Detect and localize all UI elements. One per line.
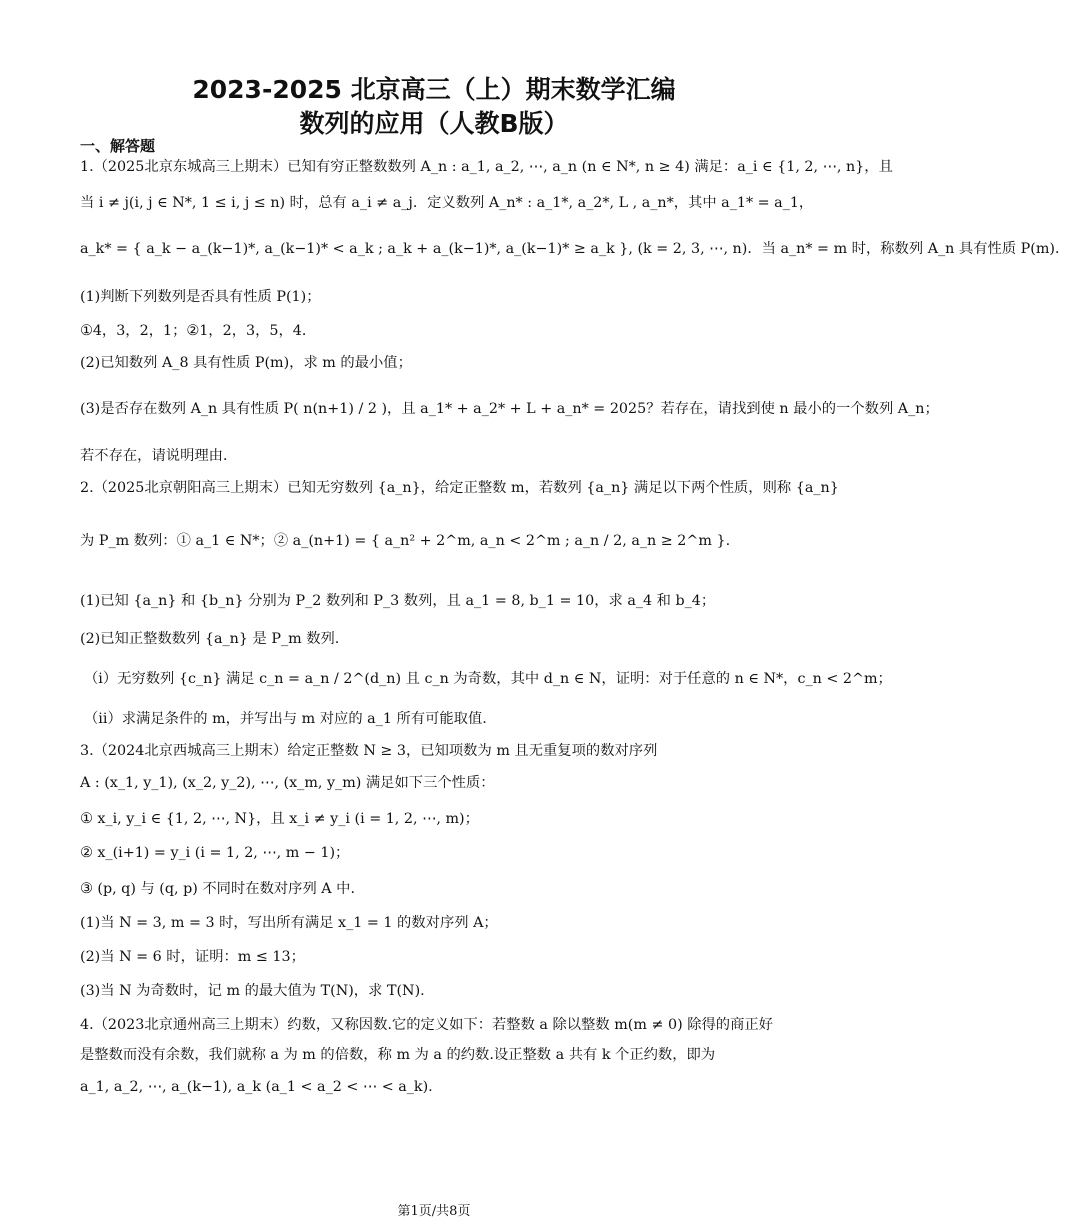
problem-4-line: 是整数而没有余数，我们就称 a 为 m 的倍数，称 m 为 a 的约数.设正整数 a 共有 k 个正约数，即为 — [80, 1047, 716, 1063]
problem-3-line: 3.（2024北京西城高三上期末）给定正整数 N ≥ 3，已知项数为 m 且无重复项的数对序列 — [80, 743, 658, 759]
problem-2-line: (2)已知正整数数列 {a_n} 是 P_m 数列. — [80, 631, 340, 647]
problem-1-line: a_k* = { a_k − a_(k−1)*, a_(k−1)* < a_k ; a_k + a_(k−1)*, a_(k−1)* ≥ a_k }, (k = 2, 3, ⋯, n)．当 a_n* = m 时，称数列 A_n 具有性质 P(m)． — [80, 241, 1069, 257]
problem-1-line: 若不存在，请说明理由． — [80, 448, 238, 464]
problem-2-line: 2.（2025北京朝阳高三上期末）已知无穷数列 {a_n}，给定正整数 m，若数列 {a_n} 满足以下两个性质，则称 {a_n} — [80, 480, 839, 496]
problem-1-line: 1.（2025北京东城高三上期末）已知有穷正整数数列 A_n : a_1, a_2, ⋯, a_n (n ∈ N*, n ≥ 4) 满足：a_i ∈ {1, 2, ⋯, n}，且 — [80, 159, 893, 175]
problem-4-line: 4.（2023北京通州高三上期末）约数，又称因数.它的定义如下：若整数 a 除以整数 m(m ≠ 0) 除得的商正好 — [80, 1017, 773, 1033]
problem-1-line: (1)判断下列数列是否具有性质 P(1)； — [80, 289, 321, 305]
page-title-line2: 数列的应用（人教B版） — [299, 109, 569, 138]
problem-2-line: （i）无穷数列 {c_n} 满足 c_n = a_n / 2^(d_n) 且 c_n 为奇数，其中 d_n ∈ N，证明：对于任意的 n ∈ N*，c_n < 2^m； — [84, 671, 892, 687]
problem-1-line: (3)是否存在数列 A_n 具有性质 P( n(n+1) / 2 )，且 a_1* + a_2* + L + a_n* = 2025？若存在，请找到使 n 最小的一个数列 A_n； — [80, 401, 939, 417]
problem-3-line: ② x_(i+1) = y_i (i = 1, 2, ⋯, m − 1)； — [80, 845, 350, 861]
page-title-line1: 2023-2025 北京高三（上）期末数学汇编 — [192, 75, 676, 104]
problem-3-line: ① x_i, y_i ∈ {1, 2, ⋯, N}，且 x_i ≠ y_i (i = 1, 2, ⋯, m)； — [80, 811, 479, 827]
problem-1-line: (2)已知数列 A_8 具有性质 P(m)，求 m 的最小值； — [80, 355, 412, 371]
page-number: 第1页/共8页 — [397, 1204, 471, 1219]
problem-2-line: 为 P_m 数列：① a_1 ∈ N*；② a_(n+1) = { a_n² + 2^m, a_n < 2^m ; a_n / 2, a_n ≥ 2^m }. — [80, 533, 731, 549]
problem-1-line: ①4，3，2，1；②1，2，3，5，4． — [80, 323, 317, 339]
problem-2-line: （ii）求满足条件的 m，并写出与 m 对应的 a_1 所有可能取值. — [84, 711, 487, 727]
problem-3-line: ③ (p, q) 与 (q, p) 不同时在数对序列 A 中. — [80, 881, 356, 897]
problem-3-line: (1)当 N = 3, m = 3 时，写出所有满足 x_1 = 1 的数对序列 A； — [80, 915, 498, 931]
problem-3-line: (2)当 N = 6 时，证明：m ≤ 13； — [80, 949, 305, 965]
problem-3-line: (3)当 N 为奇数时，记 m 的最大值为 T(N)，求 T(N). — [80, 983, 425, 999]
problem-1-line: 当 i ≠ j(i, j ∈ N*, 1 ≤ i, j ≤ n) 时，总有 a_i ≠ a_j．定义数列 A_n* : a_1*, a_2*, L , a_n*，其中 a_1* = a_1， — [80, 195, 814, 211]
section-heading: 一、解答题 — [80, 137, 156, 155]
problem-2-line: (1)已知 {a_n} 和 {b_n} 分别为 P_2 数列和 P_3 数列，且 a_1 = 8, b_1 = 10，求 a_4 和 b_4； — [80, 593, 716, 609]
problem-4-line: a_1, a_2, ⋯, a_(k−1), a_k (a_1 < a_2 < ⋯ < a_k). — [80, 1079, 433, 1095]
problem-3-line: A : (x_1, y_1), (x_2, y_2), ⋯, (x_m, y_m) 满足如下三个性质： — [80, 775, 495, 791]
